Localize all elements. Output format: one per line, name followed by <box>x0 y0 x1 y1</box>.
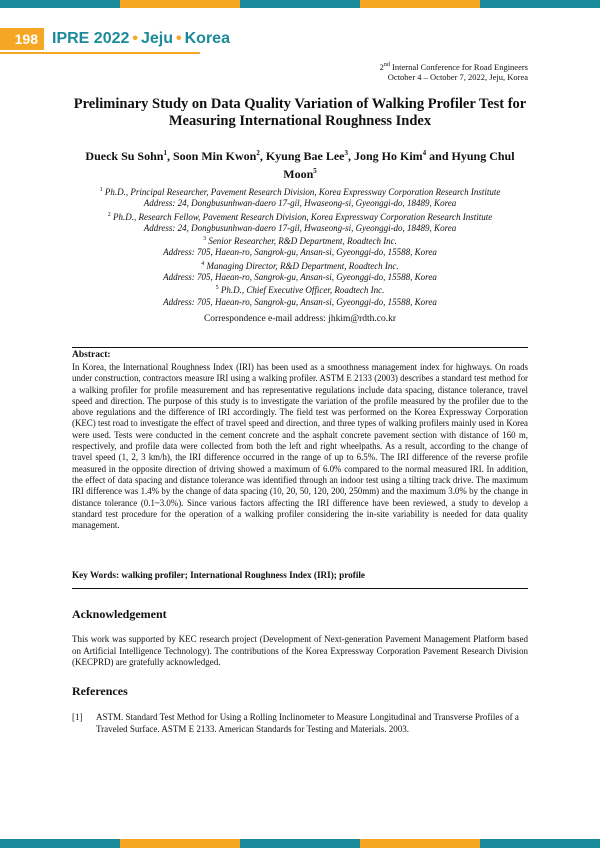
logo-city: Jeju <box>141 30 174 47</box>
references-heading: References <box>72 684 128 698</box>
conference-info: 2nd Internal Conference for Road Engineers October 4 – October 7, 2022, Jeju, Korea <box>379 61 528 82</box>
author-list: Dueck Su Sohn$^1$, Soon Min Kwon$^2$, Kyung Bae Lee$^3$, Jong Ho Kim$^4$ and Hyung Chul Moon$^5$ <box>85 149 515 181</box>
affiliations: $^1$ Ph.D., Principal Researcher, Pavement Research Division, Korea Expressway Corporation Research Institute Address: 24, Dongbusunhwan-daero 17-gil, Hwaseong-si, Gyeonggi-do, 18489, Korea $^2$ Ph.D., Research Fellow, Pavement Research Division, Korea Expressway Corporation Research Institute Address: 24, Dongbusunhwan-daero 17-gil, Hwaseong-si, Gyeonggi-do, 18489, Korea $^3$ Senior Researcher, R&D Department, Roadtech Inc. Address: 705, Haean-ro, Sangrok-gu, Ansan-si, Gyeonggi-do, 15588, Korea $^4$ Managing Director, R&D Department, Roadtech Inc. Address: 705, Haean-ro, Sangrok-gu, Ansan-si, Gyeonggi-do, 15588, Korea $^5$ Ph.D., Chief Executive Officer, Roadtech Inc. Address: 705, Haean-ro, Sangrok-gu, Ansan-si, Gyeonggi-do, 15588, Korea <box>60 185 540 308</box>
header-rule <box>0 52 200 54</box>
page-number: 198 <box>0 28 44 50</box>
logo-main: IPRE 2022 <box>52 30 130 47</box>
bottom-color-bar <box>0 839 600 848</box>
affiliation-2: $^2$ Ph.D., Research Fellow, Pavement Research Division, Korea Expressway Corporation Research Institute <box>107 211 493 222</box>
correspondence-email: Correspondence e-mail address: jhkim@rdth.co.kr <box>203 314 397 324</box>
affiliation-4: $^4$ Managing Director, R&D Department, Roadtech Inc. <box>201 260 399 271</box>
reference-item: [1] ASTM. Standard Test Method for Using a Rolling Inclinometer to Measure Longitudinal and Transverse Profiles of a Traveled Surface. ASTM E 2133. American Standards for Testing and Materials. 2003. <box>72 712 519 734</box>
abstract-top-rule <box>72 347 528 348</box>
page-header <box>0 24 600 52</box>
abstract-bottom-rule <box>72 588 528 589</box>
affiliation-1: $^1$ Ph.D., Principal Researcher, Pavement Research Division, Korea Expressway Corporation Research Institute <box>99 187 501 197</box>
conference-dates: October 4 – October 7, 2022, Jeju, Korea <box>387 71 528 82</box>
paper-title: Preliminary Study on Data Quality Variation of Walking Profiler Test for Measuring International Roughness Index <box>73 96 527 129</box>
acknowledgement-heading: Acknowledgement <box>72 607 167 621</box>
top-color-bar <box>0 0 600 8</box>
keywords: Key Words: walking profiler; International Roughness Index (IRI); profile <box>72 570 365 580</box>
abstract-heading: Abstract: <box>72 350 111 360</box>
logo-country: Korea <box>184 30 230 47</box>
affiliation-5: $^5$ Ph.D., Chief Executive Officer, Roadtech Inc. <box>215 285 385 296</box>
affiliation-3: $^3$ Senior Researcher, R&D Department, Roadtech Inc. <box>203 236 397 247</box>
abstract-body: In Korea, the International Roughness Index (IRI) has been used as a smoothness management index for highways. On roads under construction, contractors measure IRI using a walking profiler. ASTM E 2133 (2003) describes a standard test method for a walking profiler for profile measurement and has representative regulations include data spacing, distance tolerance, travel speed and direction. The purpose of this study is to investigate the variation of the profile measured by the profiler due to the above regulations and the difference of IRI accordingly. The field test was performed on the Korea Expressway Corporation (KEC) test road to investigate the effect of travel speed and direction, and three types of walking profilers mainly used in Korea were used. Tests were conducted in the cement concrete and the asphalt concrete pavement section with distance of 160 m, respectively, and profile data were collected from both the left and right wheelpaths. As a result, according to the change of travel speed (1, 2, 3 km/h), the IRI difference occurred in the range of up to 6.5%. The IRI difference of the reverse profile measured in the opposite direction of driving showed a maximum of 6.0% compared to the normal measured IRI. In addition, the effect of data spacing and distance tolerance was identified through an indoor test using a tilting track drive. The maximum IRI difference was 1.4% by the change of data spacing (10, 20, 50, 120, 200, 250mm) and the maximum 3.0% by the change in distance tolerance (0.1~3.0%). Since various factors affecting the IRI difference have been reviewed, a study to develop a standard test procedure for the operation of a walking profiler considering the in-site variability is needed for data quality management. <box>72 362 528 531</box>
acknowledgement-body: This work was supported by KEC research project (Development of Next-generation Pavement Management Platform based on Artificial Intelligence Technology). The contributions of the Korea Expressway Corporation Pavement Research Division (KECPRD) are gratefully acknowledged. <box>72 634 528 667</box>
conference-logo: IPRE 2022 • Jeju • Korea <box>52 30 230 47</box>
